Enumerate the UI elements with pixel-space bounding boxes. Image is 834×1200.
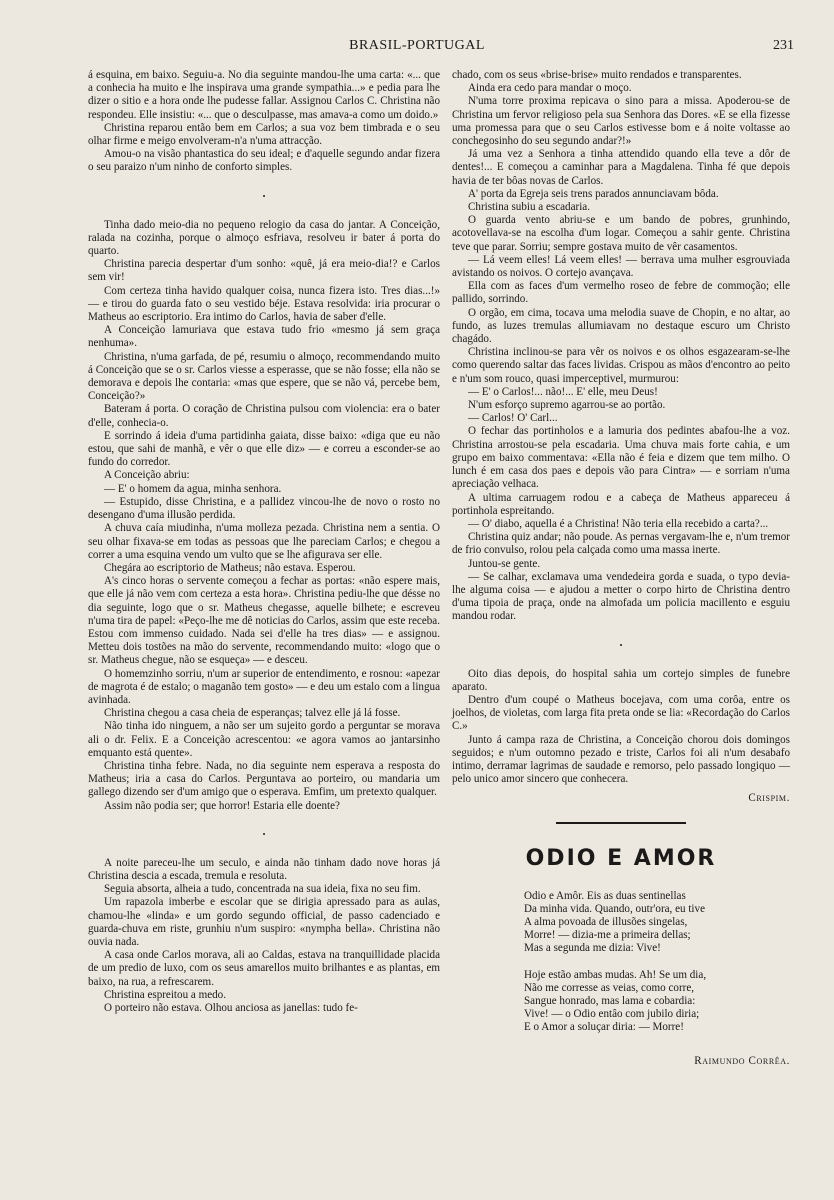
paragraph: O guarda vento abriu-se e um bando de pobres, grunhindo, acotovellava-se na escolha d'um logar. Começou a sahir gente. Christina teve que parar. Sorriu; sempre gostava muito de vêr casamentos. [452,214,790,253]
left-column [88,69,440,1015]
bullet-ornament-icon: • [262,829,266,839]
paragraph: Ella com as faces d'um vermelho roseo de febre de commoção; elle pallido, sorrindo. [452,280,790,306]
poem-line: Mas a segunda me dizia: Vive! [524,942,661,955]
paragraph: O fechar das portinholos e a lamuria dos pedintes abafou-lhe a voz. Christina arrostou-se pela escadaria. Uma chuva mais forte cahia, e um grupo em baixo commentava: «Ella não é feia e dizem que tem milho. O lunch é em casa dos paes e depois vão para Cintra» — e sorriam n'uma apreciação velhaca. [452,425,790,491]
section-rule [556,822,686,824]
paragraph: Dentro d'um coupé o Matheus bocejava, com uma corôa, entre os joelhos, de violetas, com larga fita preta onde se lia: «Recordação do Carlos C.» [452,693,790,733]
bullet-ornament-icon: • [262,191,266,201]
paragraph: A ultima carruagem rodou e a cabeça de Matheus appareceu á portinhola espreitando. [452,491,790,517]
paragraph: Junto á campa raza de Christina, a Conceição chorou dois domingos seguidos; e n'um outomno pezado e triste, Carlos foi ali n'um desabafo intimo, derramar lagrimas de saudade e remorso, pelo passado longiquo — pelo unico amor sincero que conhecera. [452,733,790,786]
paragraph: á esquina, em baixo. Seguiu-a. No dia seguinte mandou-lhe uma carta: «... que a conhecia ha muito e lhe inspirava uma grande sympathia...» e pedia para lhe dizer o sitio e a hora onde lhe pudesse fallar. Assignou Carlos C. Christina não respondeu. Elle insistiu: «... que o desculpasse, mas amava-a como um doido.» [88,69,440,121]
paragraph: N'um esforço supremo agarrou-se ao portão. [468,399,666,412]
paragraph: — E' o homem da agua, minha senhora. [104,482,282,495]
paragraph: — E' o Carlos!... não!... E' elle, meu Deus! [468,385,658,398]
paragraph: Com certeza tinha havido qualquer coisa, nunca fizera isto. Tres dias...!» — e tirou do guarda fato o seu vestido béje. Estava resolvida: iria procurar o Matheus ao escriptorio. Era intimo do Carlos, havia de saber d'elle. [88,284,440,324]
bullet-ornament-icon: • [619,640,623,650]
poem-line: Morre! — dizia-me a primeira dellas; [524,929,691,942]
poem-line: Da minha vida. Quando, outr'ora, eu tive [524,902,705,915]
paragraph: Christina subiu a escadaria. [468,201,590,214]
story-part-3 [88,857,440,1015]
paragraph: — Lá veem elles! Lá veem elles! — berrava uma mulher esgrouviada avistando os noivos. O cortejo avançava. [452,253,790,280]
section-separator [452,624,790,668]
paragraph: A' porta da Egreja seis trens parados annunciavam bôda. [468,187,719,200]
paragraph: A noite pareceu-lhe um seculo, e ainda não tinham dado nove horas já Christina descia a escada, tremula e resoluta. [88,856,440,882]
paragraph: O homemzinho sorriu, n'um ar superior de entendimento, e rosnou: «apezar de magrota é de estalo; o maganão tem gosto» — e deu um estalo com a lingua avinhada. [88,667,440,706]
poem-line: Sangue honrado, mas lama e cobardia: [524,994,696,1007]
paragraph: Já uma vez a Senhora a tinha attendido quando ella teve a dôr de dentes!... E começou a caminhar para a Magdalena. Tinha fé que depois havia de ter bôas novas de Carlos. [452,148,790,187]
paragraph: Christina espreitou a medo. [104,988,227,1001]
paragraph: A casa onde Carlos morava, ali ao Caldas, estava na tranquillidade placida de um predio de luxo, com os seus amarellos muito brilhantes e as plantas, em baixo, na rua, a refrescarem. [88,949,440,988]
story-signature: Crispim. [748,792,790,805]
poem-stanza [524,890,790,956]
story-continuation [452,69,790,624]
story-part-2 [88,219,440,813]
poem-line: E o Amor a soluçar diria: — Morre! [524,1021,684,1034]
section-separator [88,813,440,857]
poem-line: Não me corresse as veias, como corre, [524,981,695,994]
paragraph: O orgão, em cima, tocava uma melodia suave de Chopin, e no altar, ao fundo, as luzes tremulas allumiavam no destaque escuro um Christo chagádo. [452,306,790,346]
paragraph: Seguia absorta, alheia a tudo, concentrada na sua ideia, fixa no seu fim. [104,883,421,896]
paragraph: — Carlos! O' Carl... [468,412,558,425]
paragraph: Amou-o na visão phantastica do seu ideal; e d'aquelle segundo andar fizera o seu paraizo n'um ninho de conforto simples. [88,148,440,174]
paragraph: Não tinha ido ninguem, a não ser um sujeito gordo a perguntar se morava ali o dr. Felix. E a Conceição acrescentou: «e agora vamos ao jantarsinho emquanto está quente». [88,720,440,759]
running-title: BRASIL-PORTUGAL [349,38,485,53]
page-number: 231 [773,38,794,53]
paragraph: Oito dias depois, do hospital sahia um cortejo simples de funebre aparato. [452,667,790,693]
poem-line: A alma povoada de illusões singelas, [524,915,688,928]
section-separator [88,175,440,219]
paragraph: N'uma torre proxima repicava o sino para a missa. Apoderou-se de Christina um fervor religioso pela sua Senhora das Dores. «E se ella fizesse uma promessa para que o seu Carlos estivesse bom e á noite voltasse ao conchegosinho do seu segundo andar?!» [452,95,790,148]
poem-stanza [524,969,790,1035]
paragraph: Bateram á porta. O coração de Christina pulsou com violencia: era o bater d'elle, conhecia-o. [88,403,440,429]
paragraph: A's cinco horas o servente começou a fechar as portas: «não espere mais, que elle já não vem com certeza a esta hora». Christina pediu-lhe que désse no dia seguinte, logo que o sr. Matheus chegasse, aquelle bilhete; e escreveu n'uma tira de papel: «Peço-lhe me dê noticias do Carlos, assim que este receba. Estou com immenso cuidado. Nada sei d'elle ha tres dias» — e assignou. Metteu dois tostões na mão do servente, recommendando muito: «logo que o sr. Matheus chegue, não se esqueça» — e desceu. [88,575,440,667]
paragraph: Juntou-se gente. [468,557,541,570]
paragraph: Christina parecia despertar d'um sonho: «quê, já era meio-dia!? e Carlos sem vir! [88,258,440,284]
paragraph: Christina, n'uma garfada, de pé, resumiu o almoço, recommendando muito á Conceição que se o sr. Carlos viesse a esperasse, que se não fosse; ella não se demorava e depois lhe contaria: «mas que espere, que se não vá, percebe bem, Conceição?» [88,350,440,403]
paragraph: A Conceição lamuriava que estava tudo frio «mesmo já sem graça nenhuma». [88,324,440,350]
paragraph: Christina quiz andar; não poude. As pernas vergavam-lhe e, n'um tremor de frio convulso, rolou pela calçada como uma massa inerte. [452,531,790,557]
paragraph: O porteiro não estava. Olhou anciosa as janellas: tudo fe- [104,1002,358,1014]
paragraph: — Estupido, disse Christina, e a pallidez vincou-lhe de novo o rosto no desengano d'uma illusão perdida. [88,495,440,522]
paragraph: Christina reparou então bem em Carlos; a sua voz bem timbrada e o seu olhar firme e meigo envolveram-n'a n'uma attracção. [88,121,440,148]
story-epilogue [452,668,790,787]
paragraph: Christina chegou a casa cheia de esperanças; talvez elle já lá fosse. [104,707,401,720]
poem-title: ODIO E AMOR [525,845,717,871]
paragraph: Christina tinha febre. Nada, no dia seguinte nem esperava a resposta do Matheus; iria a casa do Carlos. Perguntava ao porteiro, ou mandaria um gallego dizendo ser d'um amigo que o esperava. Emfim, um pretexto qualquer. [88,759,440,799]
paragraph: E sorrindo á ideia d'uma partidinha gaiata, disse baixo: «diga que eu não estou, que sahi de manhã, e vêr o que elle diz» — e correu a esconder-se ao fundo do corredor. [88,429,440,469]
paragraph: Chegára ao escriptorio de Matheus; não estava. Esperou. [104,561,356,574]
poem-line: Hoje estão ambas mudas. Ah! Se um dia, [524,968,707,981]
paragraph: Assim não podia ser; que horror! Estaria elle doente? [104,799,340,812]
paragraph: — O' diabo, aquella é a Christina! Não teria ella recebido a carta?... [468,517,769,530]
paragraph: Tinha dado meio-dia no pequeno relogio da casa do jantar. A Conceição, ralada na cozinha, porque o almoço esfriava, resolveu ir bater á porta do quarto. [88,218,440,258]
paragraph: Um rapazola imberbe e escolar que se dirigia apressado para as aulas, chamou-lhe «linda» e um gordo segundo official, de passo cadenciado e guarda-chuva em riste, grunhiu n'um suspiro: «nympha bella». Christina não ouvia nada. [88,896,440,948]
paragraph: chado, com os seus «brise-brise» muito rendados e transparentes. [452,69,742,81]
poem-line: Vive! — o Odio entâo com jubilo diria; [524,1008,700,1021]
poem-line: Odio e Amôr. Eis as duas sentinellas [524,889,686,902]
page-header [0,38,834,58]
paragraph: Ainda era cedo para mandar o moço. [468,82,632,95]
story-part-1 [88,69,440,175]
paragraph: — Se calhar, exclamava uma vendedeira gorda e suada, o typo devia-lhe alguma coisa — e ajudou a metter o corpo hirto de Christina dentro d'uma tipoia de praça, onde na almofada um policia macillento e esguiu mandou rodar. [452,570,790,623]
paragraph: A chuva caía miudinha, n'uma molleza pezada. Christina nem a sentia. O seu olhar fixava-se em todas as pessoas que lhe pareciam Carlos; e chegou a correr a uma esquina vendo um vulto que se lhe afigurava ser elle. [88,522,440,561]
poem-author: Raimundo Corrêa. [694,1054,790,1067]
paragraph: Christina inclinou-se para vêr os noivos e os olhos esgazearam-se-lhe como querendo saltar das faces lividas. Crispou as mãos d'encontro ao peito e n'um som rouco, quasi imperceptivel, murmurou: [452,346,790,385]
paragraph: A Conceição abriu: [104,469,190,482]
right-column [452,69,790,1068]
